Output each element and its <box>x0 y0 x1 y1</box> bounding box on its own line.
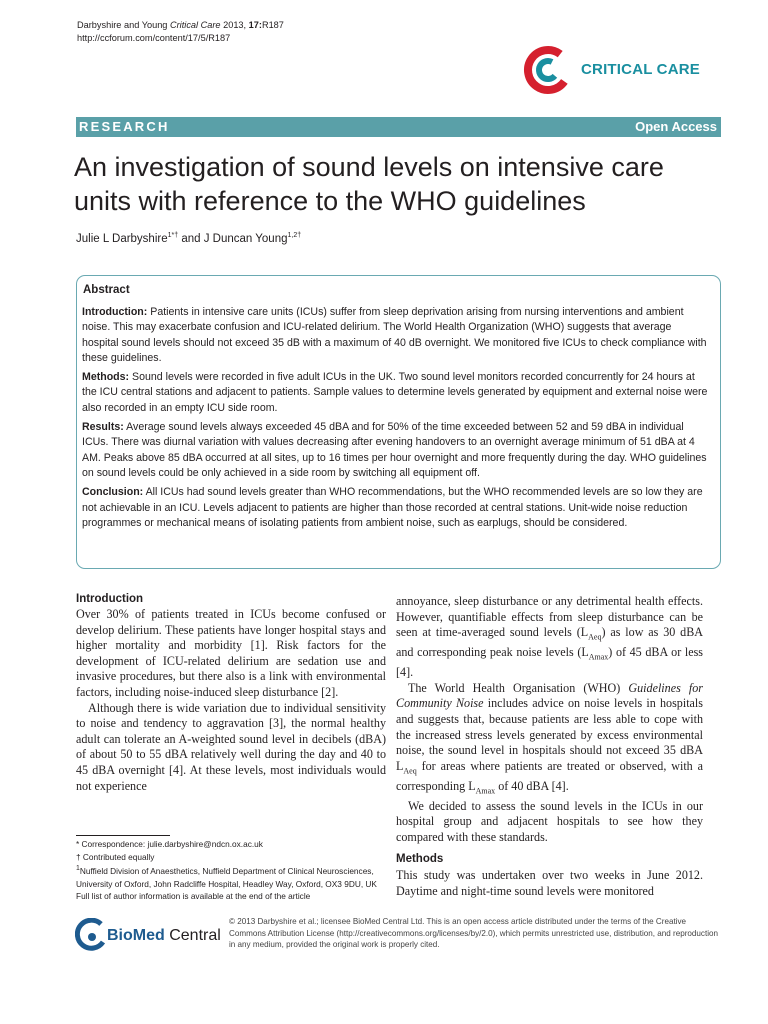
body-paragraph: Over 30% of patients treated in ICUs become confused or develop delirium. These patients have longer hospital stays and higher mortality and morbidity [1]. Risk factors for the development of ICU-related delirium are sedation use and invasive procedures, but there also is a link with environmental factors, including noise-induced sleep disturbance [2]. <box>76 607 386 699</box>
license-text: © 2013 Darbyshire et al.; licensee BioMed Central Ltd. This is an open access article distributed under the terms of the Creative Commons Attribution License (http://creativecommons.org/licenses/by/2.0), which permits unrestricted use, distribution, and reproduction in any medium, provided the original work is properly cited. <box>229 917 718 950</box>
body-column-right <box>396 594 703 846</box>
author-affiliation-mark: 1,2† <box>287 232 302 239</box>
affiliation-mark: 1 <box>76 865 80 873</box>
text-run: of 40 dBA [4]. <box>495 778 569 793</box>
citation-block <box>77 19 284 45</box>
author-name[interactable]: Julie L Darbyshire <box>76 232 168 245</box>
footnote-rule <box>76 835 170 836</box>
article-url[interactable]: http://ccforum.com/content/17/5/R187 <box>77 33 231 43</box>
abstract-text: Sound levels were recorded in five adult ICUs in the UK. Two sound level monitors recorded concurrently for 24 hours at the ICU central stations and adjacent to patients. Sample values to determine levels generated by equipment and external noise were also recorded in an empty ICU side room. <box>82 371 708 414</box>
correspondence-note[interactable]: * Correspondence: julie.darbyshire@ndcn.ox.ac.uk <box>76 839 263 849</box>
guidelines-title: Guidelines for Community Noise <box>396 680 703 711</box>
text-run: annoyance, sleep disturbance or any detrimental health effects. However, quantifiable effects from sleep disturbance can be seen at time-averaged sound levels (L <box>396 594 703 640</box>
abstract-heading: Abstract <box>83 284 130 296</box>
open-access-label: Open Access <box>635 119 717 134</box>
abstract-label: Methods: <box>82 371 130 384</box>
abstract-box <box>76 275 721 569</box>
body-column-left <box>76 592 386 794</box>
text-run: includes advice on noise levels in hospitals and suggests that, because patients are less able to cope with the increased stress levels generated by excess environmental noise, the sound level in hospitals should not exceed 35 dBA L <box>396 696 703 773</box>
body-paragraph: Although there is wide variation due to individual sensitivity to noise and tendency to aggravation [3], the normal healthy adult can tolerate an A-weighted sound level in decibels (dBA) of about 50 to 55 dBA relatively well during the day and 40 to 45 dBA overnight [4]. At these levels, most individuals would not experience <box>76 700 386 793</box>
author-info-note: Full list of author information is available at the end of the article <box>76 891 311 902</box>
abstract-label: Introduction: <box>82 306 148 318</box>
citation-line <box>77 19 284 32</box>
section-heading-methods: Methods <box>396 853 444 865</box>
text-run: for areas where patients are treated or observed, with a corresponding L <box>396 758 703 793</box>
text-run: ) of 45 dBA or less [4]. <box>396 645 703 680</box>
citation-article: R187 <box>261 20 284 30</box>
abstract-text: All ICUs had sound levels greater than WHO recommendations, but the WHO recommended levels are so low they are not achievable in an ICU. Levels adjacent to patients are higher than those recorded at central stations. Unit-wide noise reduction programmes or mechanical means of isolating patients from ambient noise, such as earplugs, should be considered. <box>82 486 703 529</box>
subscript: Aeq <box>403 766 417 776</box>
abstract-text: Average sound levels always exceeded 45 dBA and for 50% of the time exceeded between 52 and 59 dBA in individual ICUs. There was diurnal variation with values decreasing after evening handovers to an overnight average minimum of 51 dBA at 4 AM. Peaks above 85 dBA occurred at all sites, up to 16 times per hour overnight and more frequently during the day. WHO guidelines on sound levels could be only achieved in a side room by switching all equipment off. <box>82 421 707 479</box>
body-paragraph <box>396 594 703 681</box>
abstract-text: Patients in intensive care units (ICUs) suffer from sleep deprivation arising from nursing interventions and ambient noise. This may exacerbate confusion and ICU-related delirium. The World Health Organization (WHO) suggests that average hospital sound levels should not exceed 35 dB with a maximum of 40 dB overnight. We monitored five ICUs to check compliance with these guidelines. <box>82 306 707 364</box>
text-run: ) as low as 30 dBA and corresponding peak noise levels (L <box>396 625 703 660</box>
citation-year: 2013, <box>223 20 247 30</box>
abstract-methods <box>82 370 710 416</box>
author-name[interactable]: J Duncan Young <box>203 232 288 245</box>
publisher-name-bold: BioMed <box>107 927 165 944</box>
subscript: Amax <box>588 652 609 662</box>
affiliation-text: Nuffield Division of Anaesthetics, Nuffield Department of Clinical Neurosciences, University of Oxford, John Radcliffe Hospital, Headley Way, Oxford, OX3 9DU, UK <box>76 865 377 889</box>
footnotes <box>76 838 391 903</box>
publisher-logo <box>75 916 230 954</box>
text-run: The World Health Organisation (WHO) <box>408 680 629 695</box>
author-affiliation-mark: 1*† <box>167 232 179 239</box>
abstract-label: Conclusion: <box>82 486 144 499</box>
body-paragraph: We decided to assess the sound levels in the ICUs in our hospital group and adjacent hospitals to see how they compared with these standards. <box>396 798 703 844</box>
citation-authors: Darbyshire and Young <box>77 20 168 30</box>
subscript: Amax <box>475 786 496 796</box>
subscript: Aeq <box>588 632 602 642</box>
author-list <box>76 232 301 245</box>
author-separator: and <box>178 232 204 245</box>
contribution-note: † Contributed equally <box>76 851 155 862</box>
affiliation-note <box>76 863 391 890</box>
publisher-name <box>107 927 221 945</box>
body-column-right-methods <box>396 868 703 899</box>
journal-logo-text: CRITICAL CARE <box>581 61 700 78</box>
abstract-results <box>82 420 710 481</box>
section-heading-introduction: Introduction <box>76 593 144 605</box>
section-banner <box>76 117 721 137</box>
abstract-label: Results: <box>82 421 124 434</box>
body-paragraph <box>396 681 703 799</box>
publisher-name-rest: Central <box>164 927 221 944</box>
article-title: An investigation of sound levels on intensive care units with reference to the WHO guidelines <box>74 152 664 216</box>
abstract-body <box>82 305 710 535</box>
research-label: RESEARCH <box>79 119 170 134</box>
abstract-conclusion <box>82 485 710 531</box>
body-paragraph: This study was undertaken over two weeks in June 2012. Daytime and night-time sound levels were monitored <box>396 868 703 898</box>
journal-logo <box>522 44 722 94</box>
abstract-introduction <box>82 305 710 366</box>
citation-volume: 17: <box>248 20 262 30</box>
critical-care-logo-icon <box>522 44 574 96</box>
citation-journal: Critical Care <box>169 20 221 30</box>
biomed-central-logo-icon <box>75 918 107 956</box>
